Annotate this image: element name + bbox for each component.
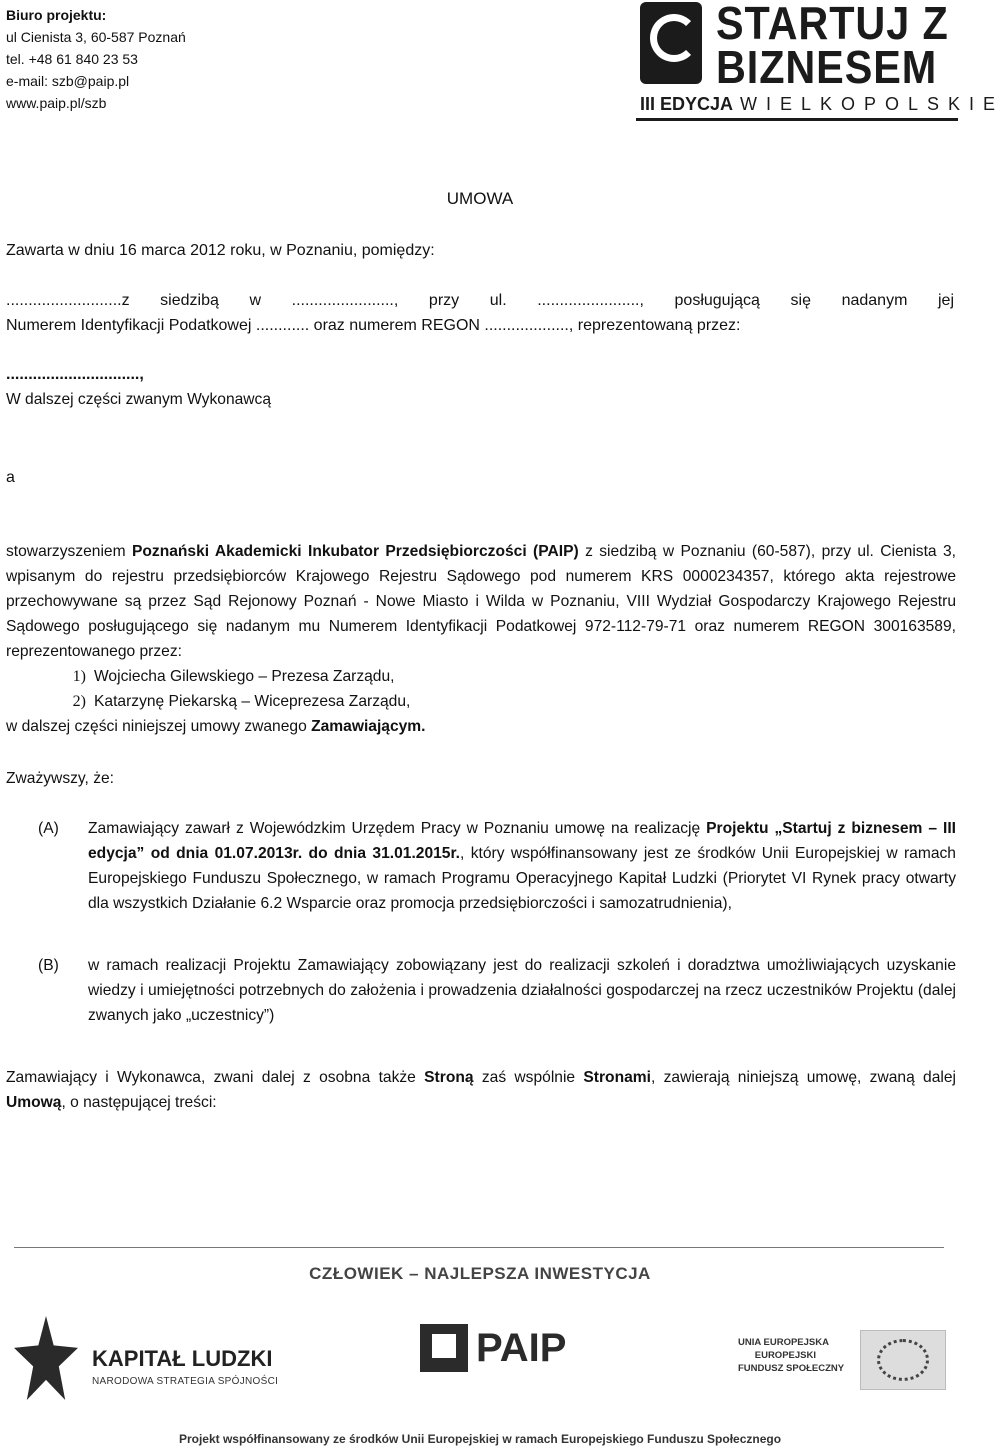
header-divider bbox=[636, 118, 958, 121]
logo-mark-icon bbox=[640, 2, 702, 84]
representative-number: 2) bbox=[72, 693, 86, 710]
project-cofinancing-note: Projekt współfinansowany ze środków Unii Europejskiej w ramach Europejskiego Funduszu Społecznego bbox=[178, 1432, 782, 1446]
footer-divider bbox=[14, 1247, 944, 1248]
party2-name: Poznański Akademicki Inkubator Przedsiębiorczości (PAIP) bbox=[131, 543, 579, 560]
paip-wordmark: PAIP bbox=[476, 1326, 567, 1370]
party2-details: z siedzibą w Poznaniu (60-587), przy ul. Cienista 3, wpisanym do rejestru przedsiębiorców Krajowego Rejestru Sądowego pod numerem KRS 0000234357, którego akta rejestrowe przechowywane są przez Sąd Rejonowy Poznań - Nowe Miasto i Wilda w Poznaniu, VIII Wydział Gospodarczy Krajowego Rejestru Sądowego posługującego się nadanym mu Numerem Identyfikacji Podatkowej 972-112-79-71 oraz numerem REGON 300163589, reprezentowanego przez: bbox=[6, 543, 957, 660]
closing-text-1: Zamawiający i Wykonawca, zwani dalej z osobna także bbox=[6, 1069, 425, 1086]
clause-b bbox=[6, 953, 956, 1028]
closing-paragraph bbox=[6, 1065, 956, 1115]
representative-text: Katarzynę Piekarską – Wiceprezesa Zarządu, bbox=[94, 693, 411, 710]
conjunction: a bbox=[6, 469, 15, 486]
logo-line2: BIZNESEM bbox=[716, 41, 938, 93]
eu-line2: EUROPEJSKI bbox=[754, 1350, 816, 1361]
clause-a-label: (A) bbox=[38, 820, 59, 837]
closing-term-strona: Stroną bbox=[424, 1069, 474, 1086]
office-website[interactable]: www.paip.pl/szb bbox=[6, 95, 107, 111]
kapital-ludzki-subtitle: NARODOWA STRATEGIA SPÓJNOŚCI bbox=[92, 1376, 279, 1387]
clause-a-pre: Zamawiający zawarł z Wojewódzkim Urzędem Pracy w Poznaniu umowę na realizację bbox=[88, 820, 707, 837]
whereas-heading: Zważywszy, że: bbox=[6, 770, 115, 787]
intro-line: Zawarta w dniu 16 marca 2012 roku, w Poznaniu, pomiędzy: bbox=[6, 242, 435, 259]
party2-role-text: w dalszej części niniejszej umowy zwanego bbox=[6, 718, 312, 735]
representative-text: Wojciecha Gilewskiego – Prezesa Zarządu, bbox=[94, 668, 395, 685]
clause-a bbox=[6, 816, 956, 916]
party1-line1: ..........................z siedzibą w ......................., przy ul. ......................., posługującą się nadanym jej bbox=[6, 292, 954, 309]
paip-logo bbox=[420, 1322, 580, 1392]
clause-a-text bbox=[88, 816, 956, 916]
party2-prefix: stowarzyszeniem bbox=[6, 543, 132, 560]
closing-term-umowa: Umową bbox=[6, 1094, 62, 1111]
office-title: Biuro projektu: bbox=[6, 7, 107, 23]
office-phone: tel. +48 61 840 23 53 bbox=[6, 51, 138, 67]
representative-number: 1) bbox=[72, 668, 86, 685]
kapital-ludzki-name: KAPITAŁ LUDZKI bbox=[92, 1346, 273, 1371]
eu-logo bbox=[738, 1330, 948, 1400]
logo-edition: III EDYCJA bbox=[640, 94, 734, 114]
party2-role-name: Zamawiającym. bbox=[311, 718, 426, 735]
paip-mark-icon bbox=[420, 1324, 468, 1372]
office-email[interactable]: e-mail: szb@paip.pl bbox=[6, 73, 130, 89]
eu-flag-icon bbox=[860, 1330, 946, 1390]
star-icon bbox=[14, 1316, 78, 1400]
closing-text-3: , zawierają niniejszą umowę, zwaną dalej bbox=[650, 1069, 956, 1086]
closing-text-4: , o następującej treści: bbox=[61, 1094, 217, 1111]
clause-a-project: Projektu „Startuj z biznesem – III edycja” od dnia 01.07.2013r. do dnia 31.01.2015r. bbox=[88, 820, 956, 862]
party1-line2: Numerem Identyfikacji Podatkowej ............ oraz numerem REGON ..................., reprezentowaną przez: bbox=[6, 317, 741, 334]
clause-b-label: (B) bbox=[38, 957, 59, 974]
document-title: UMOWA bbox=[446, 189, 514, 208]
kapital-ludzki-logo bbox=[14, 1316, 284, 1406]
eu-line1: UNIA EUROPEJSKA bbox=[738, 1337, 829, 1348]
office-address-block bbox=[6, 4, 186, 114]
office-street: ul Cienista 3, 60-587 Poznań bbox=[6, 29, 186, 45]
clause-a-rest: , który współfinansowany jest ze środków Unii Europejskiej w ramach Europejskiego Funduszu Społecznego, w ramach Programu Operacyjnego Kapitał Ludzki (Priorytet VI Rynek pracy otwarty dla wszystkich Działanie 6.2 Wsparcie oraz promocja przedsiębiorczości i samozatrudnienia), bbox=[88, 845, 956, 912]
closing-text-2: zaś wspólnie bbox=[473, 1069, 584, 1086]
closing-term-stronami: Stronami bbox=[583, 1069, 651, 1086]
party2-role bbox=[6, 714, 956, 739]
logo-line1: STARTUJ Z bbox=[716, 0, 949, 49]
representative-item bbox=[6, 689, 410, 714]
party1-role: W dalszej części zwanym Wykonawcą bbox=[6, 391, 272, 408]
clause-b-text: w ramach realizacji Projektu Zamawiający zobowiązany jest do realizacji szkoleń i doradztwa umożliwiających uzyskanie wiedzy i umiejętności potrzebnych do założenia i prowadzenia działalności gospodarczej na rzecz uczestników Projektu (dalej zwanych jako „uczestnicy”) bbox=[88, 957, 956, 1024]
footer-slogan: CZŁOWIEK – NAJLEPSZA INWESTYCJA bbox=[309, 1264, 651, 1283]
party1-dots: .............................., bbox=[6, 366, 144, 383]
eu-line3: FUNDUSZ SPOŁECZNY bbox=[738, 1363, 845, 1374]
representative-item bbox=[6, 664, 394, 689]
party2-paragraph bbox=[6, 539, 956, 664]
logo-region: WIELKOPOLSKIE bbox=[740, 94, 1004, 114]
eu-text bbox=[738, 1336, 845, 1375]
startuj-z-biznesem-logo bbox=[640, 0, 1004, 122]
